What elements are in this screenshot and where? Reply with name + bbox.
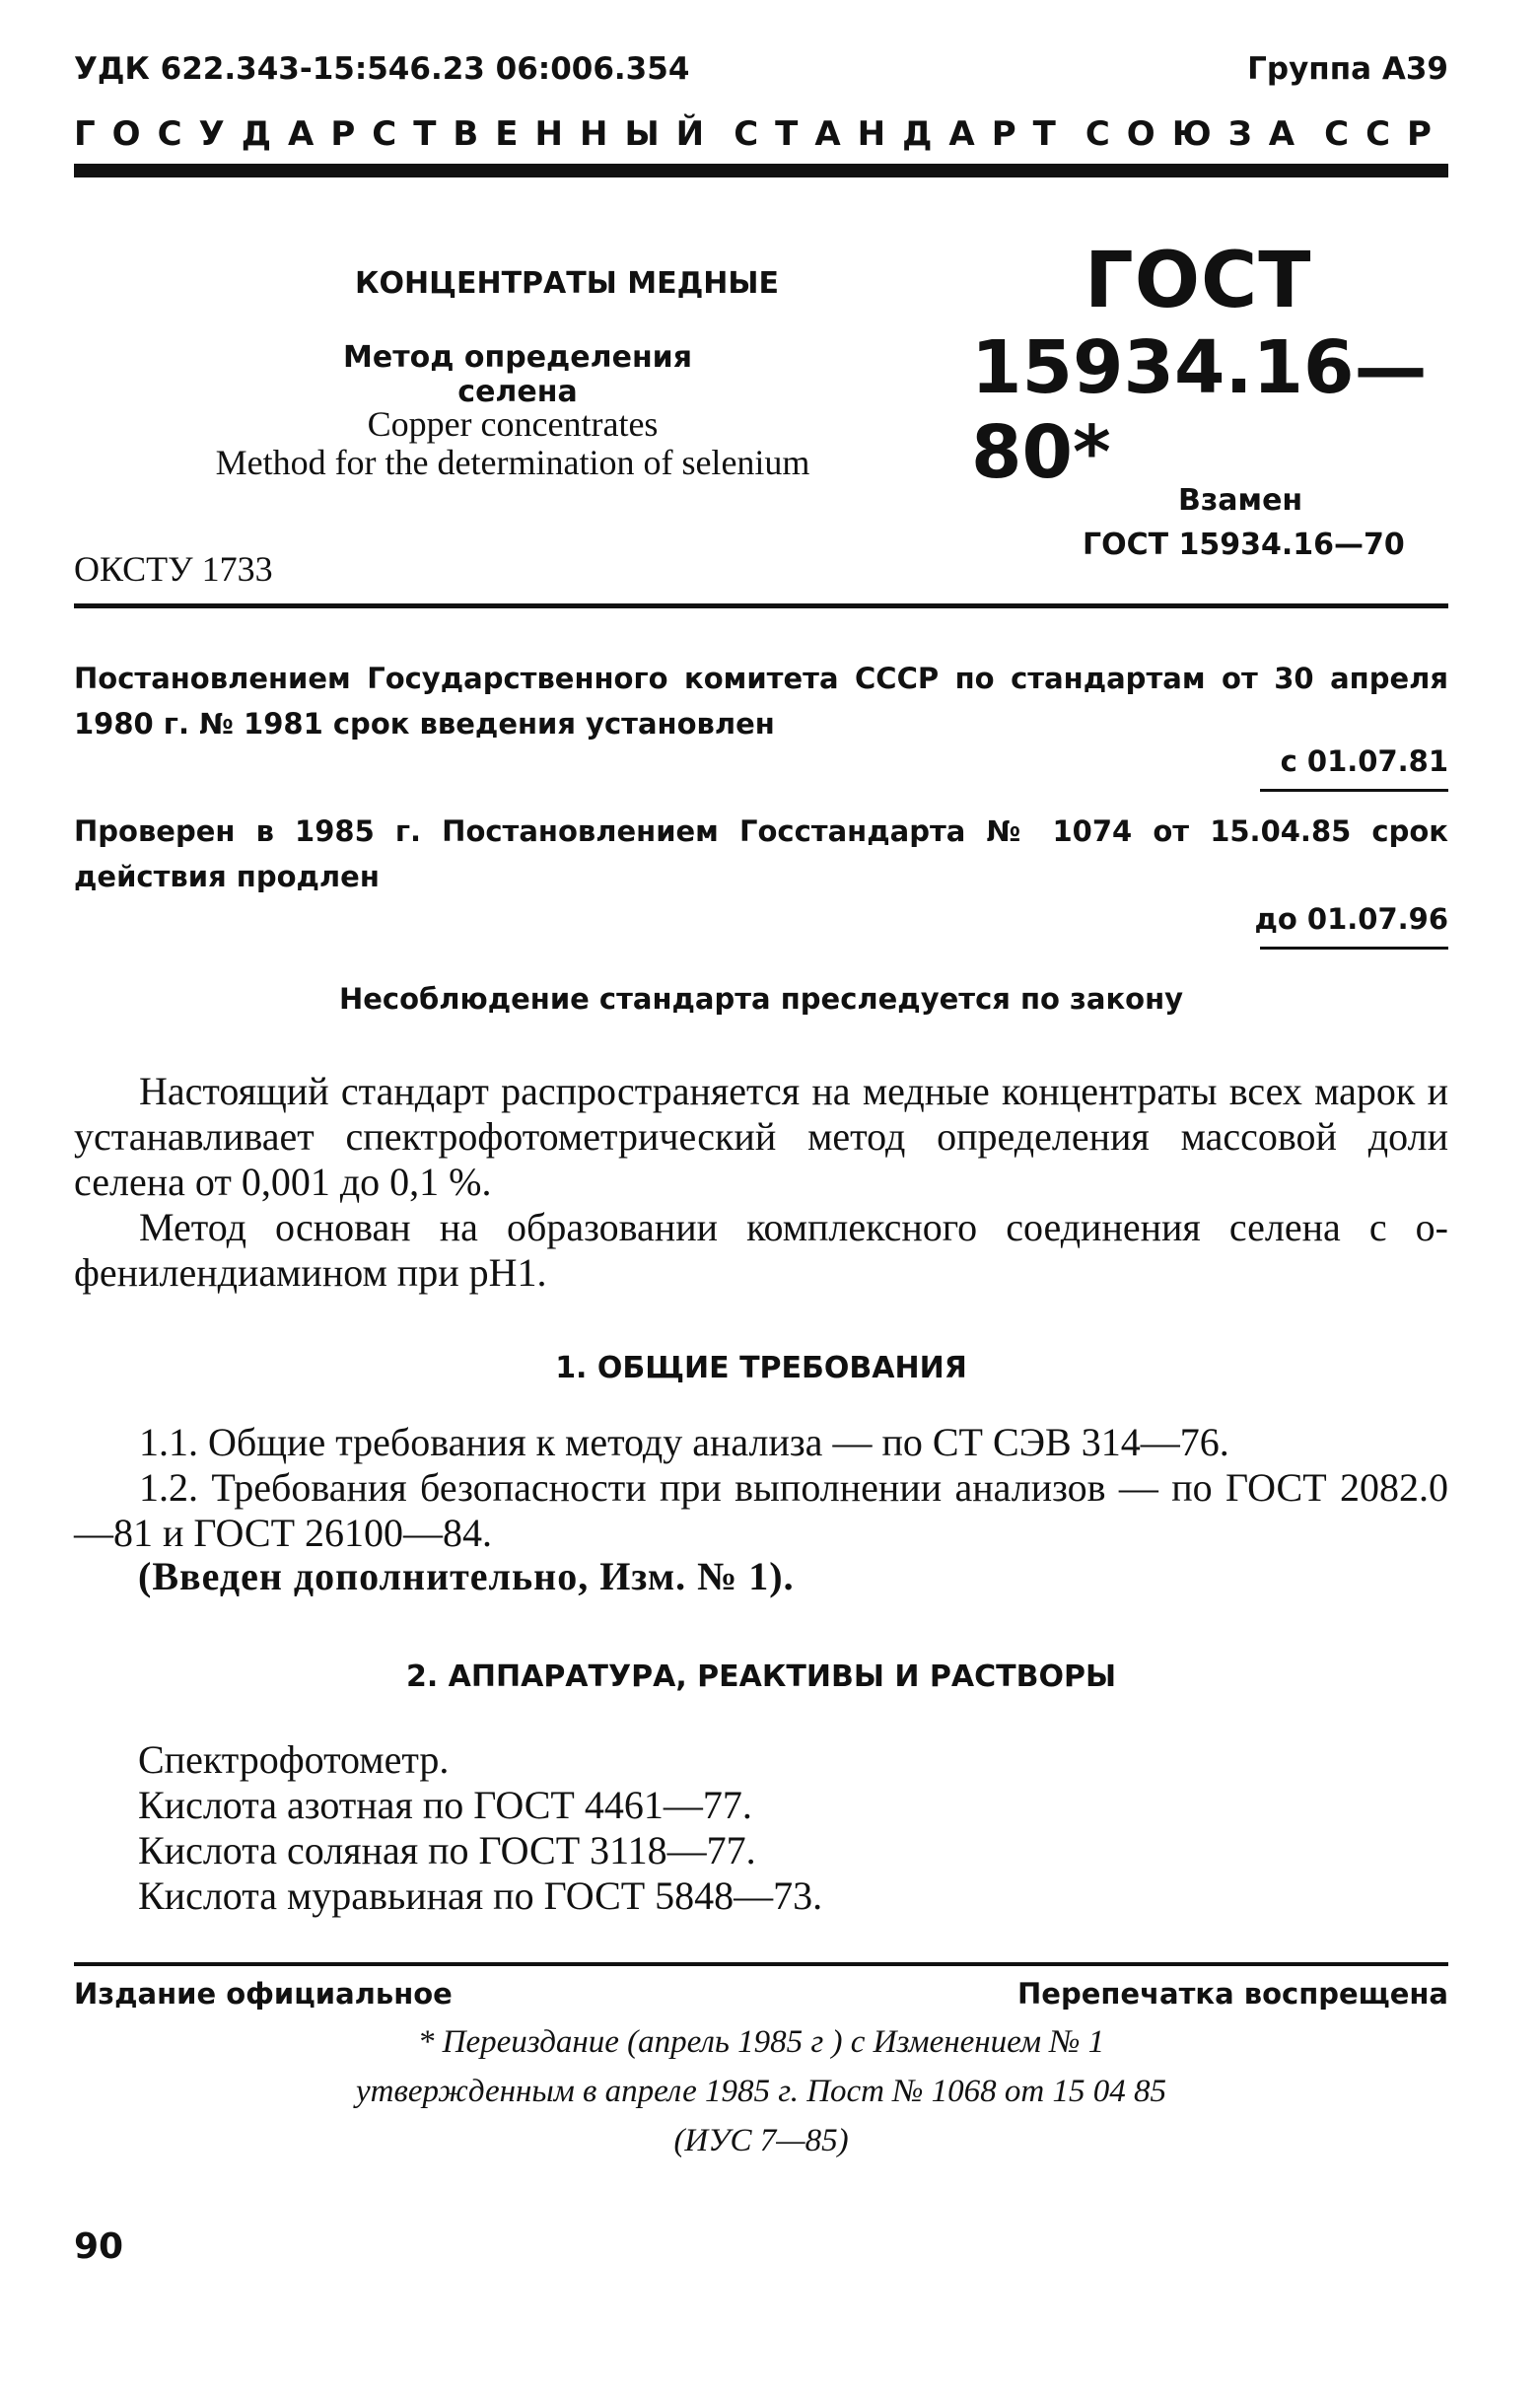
banner-word: ССР [1324, 114, 1448, 154]
gost-number: 15934.16—80* [971, 325, 1428, 495]
reprint-prohibited-label: Перепечатка воспрещена [1017, 1977, 1448, 2011]
gost-label: ГОСТ [1085, 237, 1312, 325]
title-rule [74, 603, 1448, 608]
title-english: Copper concentrates [367, 404, 659, 444]
effective-date-underline [1260, 789, 1448, 792]
list-item: Кислота муравьиная по ГОСТ 5848—73. [138, 1873, 823, 1918]
law-notice: Несоблюдение стандарта преследуется по закону [338, 982, 1184, 1016]
footnote-line: утвержденным в апреле 1985 г. Пост № 1068 от 15 04 85 [356, 2074, 1166, 2109]
extension-date: до 01.07.96 [1254, 902, 1448, 936]
extension-date-underline [1260, 947, 1448, 950]
scope-paragraph [74, 1069, 1448, 1205]
list-item: Спектрофотометр. [138, 1737, 450, 1782]
banner-word: СТАНДАРТ [734, 114, 1073, 154]
replaces-label: Взамен [1178, 483, 1303, 518]
oksty-code: ОКСТУ 1733 [74, 549, 273, 589]
subtitle-english: Method for the determination of selenium [215, 443, 810, 482]
section-2-list [138, 1737, 822, 1919]
footer-rule [74, 1962, 1448, 1966]
amendment-note: (Введен дополнительно, Изм. № 1). [138, 1554, 795, 1598]
item-text: 1.1. Общие требования к методу анализа — по СТ СЭВ 314—76. [139, 1420, 1229, 1464]
list-item: Кислота соляная по ГОСТ 3118—77. [138, 1828, 756, 1872]
udk-code: УДК 622.343-15:546.23 06:006.354 [74, 51, 690, 87]
official-edition-label: Издание официальное [74, 1977, 453, 2011]
footnote-line: (ИУС 7—85) [673, 2123, 849, 2158]
extension-text: Проверен в 1985 г. Постановлением Госстандарта № 1074 от 15.04.85 срок действия продлен [74, 814, 1448, 893]
method-paragraph [74, 1205, 1448, 1296]
section-1-heading: 1. ОБЩИЕ ТРЕБОВАНИЯ [555, 1351, 967, 1385]
page-number: 90 [74, 2226, 124, 2267]
header-thick-rule [74, 164, 1448, 177]
replaces-value: ГОСТ 15934.16—70 [1083, 528, 1405, 562]
banner-word: ГОСУДАРСТВЕННЫЙ [74, 114, 722, 154]
title-russian: КОНЦЕНТРАТЫ МЕДНЫЕ [355, 266, 779, 301]
section-1-item [74, 1465, 1448, 1556]
section-1-item [74, 1420, 1448, 1465]
state-standard-banner [74, 114, 1448, 154]
effective-date: с 01.07.81 [1280, 744, 1448, 778]
group-code: Группа А39 [1247, 51, 1448, 87]
footnote-line: * Переиздание (апрель 1985 г ) с Изменением № 1 [417, 2024, 1105, 2060]
item-text: 1.2. Требования безопасности при выполнении анализов — по ГОСТ 2082.0—81 и ГОСТ 26100—84. [74, 1465, 1448, 1555]
decree-text: Постановлением Государственного комитета СССР по стандартам от 30 апреля 1980 г. № 1981 срок введения установлен [74, 662, 1448, 741]
scope-text: Настоящий стандарт распространяется на медные концентраты всех марок и устанавливает спектрофотометрический метод определения массовой доли селена от 0,001 до 0,1 %. [74, 1069, 1448, 1204]
banner-word: СОЮЗА [1085, 114, 1312, 154]
list-item: Кислота азотная по ГОСТ 4461—77. [138, 1783, 752, 1827]
method-text: Метод основан на образовании комплексного соединения селена с о-фенилендиамином при pH1. [74, 1205, 1448, 1295]
section-2-heading: 2. АППАРАТУРА, РЕАКТИВЫ И РАСТВОРЫ [405, 1660, 1117, 1694]
subtitle-russian: Метод определения селена [343, 340, 692, 409]
section-1-body [74, 1420, 1448, 1556]
